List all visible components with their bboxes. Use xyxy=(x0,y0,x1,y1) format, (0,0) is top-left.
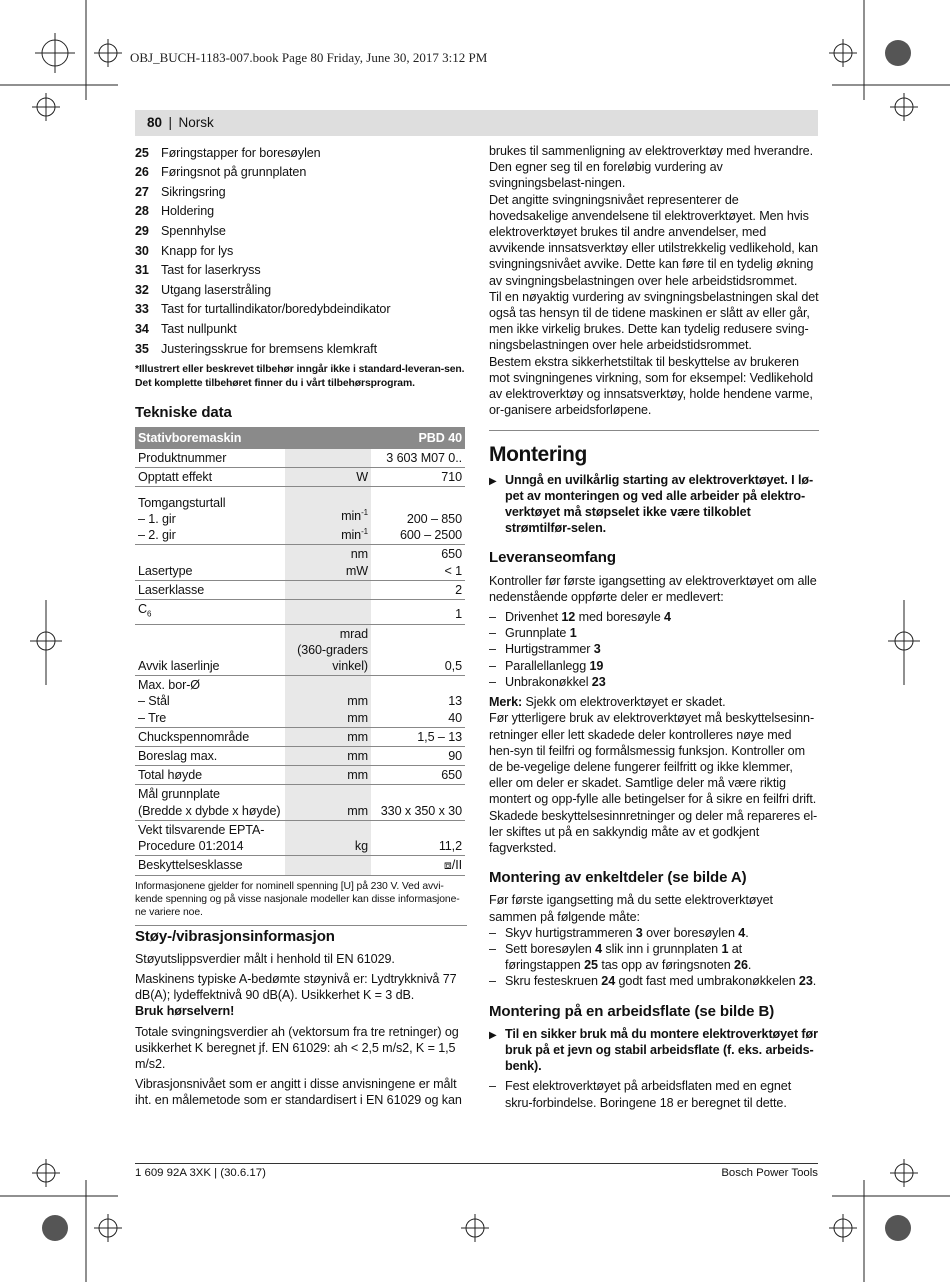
warning-1: ▶ Unngå en uvilkårlig starting av elektroverktøyet. I lø-pet av monteringen og ved alle arbeider på elektro-verktøyet må støpselet ikke være tilkoblet strømtilfør-selen. xyxy=(489,472,814,536)
legend-item xyxy=(135,202,467,222)
legend-number: 26 xyxy=(135,165,149,180)
list-item: – Unbrakonøkkel 23 xyxy=(489,674,606,689)
footer-rule xyxy=(135,1163,818,1164)
triangle-bullet-icon: ▶ xyxy=(489,1029,497,1041)
tech-label: Opptatt effekt xyxy=(135,468,285,487)
separator: | xyxy=(168,115,172,130)
tech-label: Total høyde xyxy=(135,766,285,785)
legend-list xyxy=(135,143,467,359)
legend-text: Tast for laserkryss xyxy=(161,263,261,278)
tech-label: Max. bor-Ø – Stål – Tre xyxy=(135,676,285,728)
arbeidsflate-item: – Fest elektroverktøyet på arbeidsflaten med en egnet skru-forbindelse. Boringene 18 er beregnet til dette. xyxy=(489,1079,792,1110)
legend-item xyxy=(135,163,467,183)
tech-row xyxy=(135,468,465,487)
legend-text: Utgang laserstråling xyxy=(161,282,272,297)
tech-value: 200 – 850 600 – 2500 xyxy=(371,487,465,545)
tech-label: Produktnummer xyxy=(135,449,285,468)
tech-row xyxy=(135,599,465,624)
legend-text: Justeringsskrue for bremsens klemkraft xyxy=(161,341,377,356)
tech-row xyxy=(135,449,465,468)
tech-unit xyxy=(285,856,371,875)
tech-unit xyxy=(285,599,371,624)
tech-unit: mm xyxy=(285,785,371,820)
tech-row xyxy=(135,676,465,728)
legend-text: Tast for turtallindikator/boredybdeindikator xyxy=(161,302,391,317)
tech-label: Vekt tilsvarende EPTA- Procedure 01:2014 xyxy=(135,820,285,855)
tech-row xyxy=(135,727,465,746)
noise-heading: Støy-/vibrasjonsinformasjon xyxy=(135,925,467,945)
tech-unit: $\min^{-1}$ $\min^{-1}$ xyxy=(285,487,371,545)
tech-note: Informasjonene gjelder for nominell spenning [U] på 230 V. Ved avvi-kende spenning og på visse nasjonale modeller kan disse informasjone-ne variere noe. xyxy=(135,880,460,918)
tech-value: 1,5 – 13 xyxy=(371,727,465,746)
tech-data-table xyxy=(135,427,465,876)
legend-text: Sikringsring xyxy=(161,184,226,199)
legend-text: Tast nullpunkt xyxy=(161,322,237,337)
leveranse-list xyxy=(489,609,819,690)
enkeltdeler-heading: Montering av enkeltdeler (se bilde A) xyxy=(489,869,747,887)
tech-row xyxy=(135,545,465,580)
legend-item xyxy=(135,182,467,202)
vib-p2: Det angitte svingningsnivået representerer de hovedsakelige anvendelsene til elektroverktøyet. Men hvis elektroverktøyet brukes til andre anvendelser, med avvikende innsatsverktøy eller utilstrekkelig vedlikehold, kan svingningsnivået avvike. Dette kan føre til en tydelig økning av svingningsbelastningen over hele arbeidstidsrommet. xyxy=(489,192,819,288)
tech-value: 650 < 1 xyxy=(371,545,465,580)
tech-row xyxy=(135,820,465,855)
tech-unit: mm mm xyxy=(285,676,371,728)
noise-p2b: Bruk hørselvern! xyxy=(135,1004,235,1019)
tech-value: 650 xyxy=(371,766,465,785)
tech-head-left: Stativboremaskin xyxy=(135,427,371,449)
tech-unit: nm mW xyxy=(285,545,371,580)
tech-value: 330 x 350 x 30 xyxy=(371,785,465,820)
warning-2: ▶ Til en sikker bruk må du montere elektroverktøyet før bruk på et jevn og stabil arbeidsflate (f. eks. arbeids-benk). xyxy=(489,1026,818,1074)
tech-unit: kg xyxy=(285,820,371,855)
enkeltdeler-intro: Før første igangsetting må du sette elektroverktøyet sammen på følgende måte: xyxy=(489,893,773,924)
legend-number: 31 xyxy=(135,263,149,278)
tech-label: Beskyttelsesklasse xyxy=(135,856,285,875)
montering-heading: Montering xyxy=(489,443,587,467)
page-number: 80 xyxy=(147,115,163,130)
tech-unit: mm xyxy=(285,766,371,785)
legend-item xyxy=(135,280,467,300)
tech-row xyxy=(135,856,465,875)
vib-p1: brukes til sammenligning av elektroverktøy med hverandre. Den egner seg til en foreløbig vurdering av svingningsbelast-ningen. xyxy=(489,144,813,191)
legend-item xyxy=(135,143,467,163)
list-item: – Grunnplate 1 xyxy=(489,626,577,641)
tech-unit xyxy=(285,449,371,468)
tech-row xyxy=(135,766,465,785)
merk-p2: Før ytterligere bruk av elektroverktøyet må beskyttelsesinn-retninger eller lett skadede deler kontrolleres nøye med hen-syn til feilfri og formålsmessig funksjon. Kontroller om de be-vegelige delene fungerer feilfritt og ikke klemmer, eller om deler er skadet. Samtlige deler må være riktig montert og opp-fylle alle betingelser for å sikre en feilfri drift. xyxy=(489,711,817,807)
list-item: – Skyv hurtigstrammeren 3 over boresøylen 4. xyxy=(489,925,749,940)
print-header: OBJ_BUCH-1183-007.book Page 80 Friday, June 30, 2017 3:12 PM xyxy=(130,50,488,65)
legend-item xyxy=(135,339,467,359)
noise-p4: Vibrasjonsnivået som er angitt i disse anvisningene er målt iht. en målemetode som er standardisert i EN 61029 og kan xyxy=(135,1077,462,1108)
tech-value: 3 603 M07 0.. xyxy=(371,449,465,468)
tech-row xyxy=(135,785,465,820)
tech-value: 90 xyxy=(371,747,465,766)
leveranse-heading: Leveranseomfang xyxy=(489,549,616,567)
tech-label: Mål grunnplate (Bredde x dybde x høyde) xyxy=(135,785,285,820)
tech-data-heading: Tekniske data xyxy=(135,403,232,421)
noise-p3: Totale svingningsverdier ah (vektorsum fra tre retninger) og usikkerhet K beregnet jf. EN 61029: ah < 2,5 m/s2, K = 1,5 m/s2. xyxy=(135,1024,459,1071)
tech-head-right: PBD 40 xyxy=(371,427,465,449)
tech-row xyxy=(135,580,465,599)
page-header xyxy=(135,110,818,136)
legend-number: 27 xyxy=(135,184,149,199)
legend-text: Føringsnot på grunnplaten xyxy=(161,165,307,180)
left-column xyxy=(135,143,467,1113)
merk: Merk: Sjekk om elektroverktøyet er skadet. xyxy=(489,695,726,710)
footer-left: 1 609 92A 3XK | (30.6.17) xyxy=(135,1167,266,1179)
tech-row xyxy=(135,624,465,676)
page-language: Norsk xyxy=(178,115,214,130)
vib-p4: Bestem ekstra sikkerhetstiltak til beskyttelse av brukeren mot svingningenes virkning, som for eksempel: Vedlikehold av elektroverktøy og innsatsverktøy, holde hendene varme, or-ganisere arbeidsforløpene. xyxy=(489,354,814,418)
list-item: – Hurtigstrammer 3 xyxy=(489,642,601,657)
right-column xyxy=(489,143,819,1111)
arbeidsflate-heading: Montering på en arbeidsflate (se bilde B) xyxy=(489,1002,775,1020)
tech-row xyxy=(135,487,465,545)
tech-unit: mm xyxy=(285,747,371,766)
tech-value: 11,2 xyxy=(371,820,465,855)
tech-value: ⧈/II xyxy=(371,856,465,875)
legend-text: Spennhylse xyxy=(161,224,226,239)
legend-number: 25 xyxy=(135,145,149,160)
tech-label: Tomgangsturtall – 1. gir – 2. gir xyxy=(135,487,285,545)
tech-value: 0,5 xyxy=(371,624,465,676)
tech-label: Chuckspennområde xyxy=(135,727,285,746)
tech-label: Lasertype xyxy=(135,545,285,580)
legend-number: 33 xyxy=(135,302,149,317)
legend-item xyxy=(135,261,467,281)
tech-label: Avvik laserlinje xyxy=(135,624,285,676)
enkeltdeler-list xyxy=(489,925,819,990)
tech-value: 2 xyxy=(371,580,465,599)
vib-p3: Til en nøyaktig vurdering av svingningsbelastningen skal det også tas hensyn til de tidene maskinen er slått av eller går, men ikke virkelig brukes. Dette kan tydelig redusere sving-ningsbelastningen over hele arbeidstidsrommet. xyxy=(489,289,819,353)
legend-number: 32 xyxy=(135,282,149,297)
legend-number: 29 xyxy=(135,224,149,239)
list-item: – Drivenhet 12 med boresøyle 4 xyxy=(489,610,671,625)
tech-value: 710 xyxy=(371,468,465,487)
tech-unit: W xyxy=(285,468,371,487)
list-item: – Parallellanlegg 19 xyxy=(489,658,604,673)
leveranse-intro: Kontroller før første igangsetting av elektroverktøyet om alle nedenstående oppførte deler er medlevert: xyxy=(489,573,817,604)
tech-row xyxy=(135,747,465,766)
legend-text: Føringstapper for boresøylen xyxy=(161,145,321,160)
tech-label: Laserklasse xyxy=(135,580,285,599)
list-item: – Sett boresøylen 4 slik inn i grunnplaten 1 at føringstappen 25 tas opp av føringsnoten 26. xyxy=(489,941,752,973)
legend-note: *Illustrert eller beskrevet tilbehør inngår ikke i standard-leveran-sen. Det komplette tilbehøret finner du i vårt tilbehørsprogram. xyxy=(135,363,465,389)
legend-text: Knapp for lys xyxy=(161,243,234,258)
legend-number: 30 xyxy=(135,243,149,258)
tech-unit: mrad (360-graders vinkel) xyxy=(285,624,371,676)
tech-unit: mm xyxy=(285,727,371,746)
tech-unit xyxy=(285,580,371,599)
tech-value: 13 40 xyxy=(371,676,465,728)
legend-item xyxy=(135,221,467,241)
footer-right: Bosch Power Tools xyxy=(721,1167,818,1179)
noise-p1: Støyutslippsverdier målt i henhold til EN 61029. xyxy=(135,951,395,966)
triangle-bullet-icon: ▶ xyxy=(489,475,497,487)
tech-label: $C_6$ xyxy=(135,599,285,624)
noise-p2: Maskinens typiske A-bedømte støynivå er: Lydtrykknivå 77 dB(A); lydeffektnivå 90 dB(A). Usikkerhet K = 3 dB. xyxy=(135,971,457,1003)
legend-item xyxy=(135,241,467,261)
legend-number: 34 xyxy=(135,322,149,337)
legend-text: Holdering xyxy=(161,204,215,219)
legend-number: 28 xyxy=(135,204,149,219)
legend-item xyxy=(135,319,467,339)
list-item: – Skru festeskruen 24 godt fast med umbrakonøkkelen 23. xyxy=(489,974,817,989)
tech-value: 1 xyxy=(371,599,465,624)
tech-label: Boreslag max. xyxy=(135,747,285,766)
merk-p3: Skadede beskyttelsesinnretninger og deler må repareres el-ler skiftes ut på en sakkyndig måte av et godkjent fagverksted. xyxy=(489,808,818,855)
legend-item xyxy=(135,300,467,320)
legend-number: 35 xyxy=(135,341,149,356)
